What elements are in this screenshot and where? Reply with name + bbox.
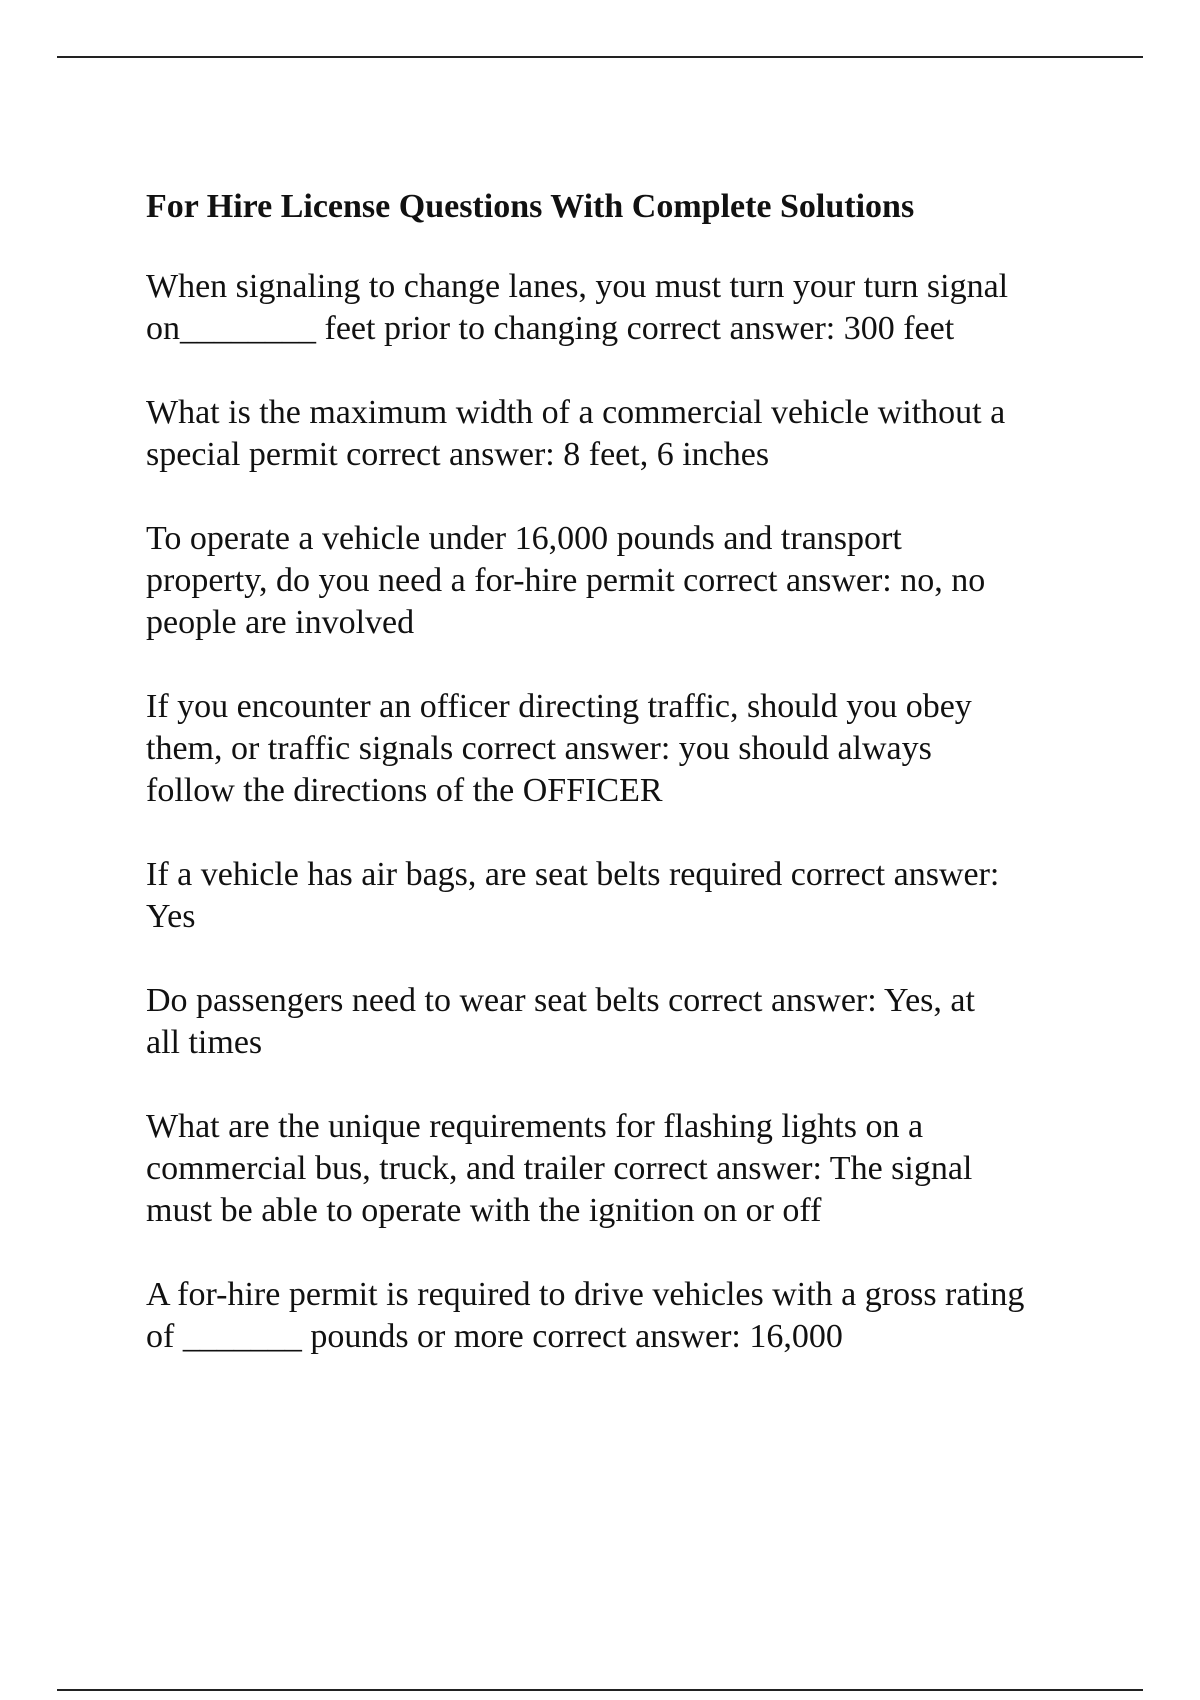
document-title: For Hire License Questions With Complete Solutions <box>146 188 915 225</box>
question-answer-5: If a vehicle has air bags, are seat belts required correct answer: Yes <box>146 856 1000 935</box>
question-answer-8: A for-hire permit is required to drive vehicles with a gross rating of _______ pounds or more correct answer: 16,000 <box>146 1276 1025 1355</box>
document-body <box>146 186 1106 1400</box>
header-rule <box>57 56 1143 58</box>
question-answer-7: What are the unique requirements for flashing lights on a commercial bus, truck, and trailer correct answer: The signal must be able to operate with the ignition on or off <box>146 1108 973 1229</box>
question-answer-4: If you encounter an officer directing traffic, should you obey them, or traffic signals correct answer: you should always follow the directions of the OFFICER <box>146 688 972 809</box>
question-answer-1: When signaling to change lanes, you must turn your turn signal on________ feet prior to changing correct answer: 300 feet <box>146 268 1009 347</box>
question-answer-2: What is the maximum width of a commercial vehicle without a special permit correct answer: 8 feet, 6 inches <box>146 394 1006 473</box>
question-answer-6: Do passengers need to wear seat belts correct answer: Yes, at all times <box>146 982 975 1061</box>
footer-rule <box>57 1689 1143 1691</box>
question-answer-3: To operate a vehicle under 16,000 pounds and transport property, do you need a for-hire permit correct answer: no, no people are involved <box>146 520 986 641</box>
